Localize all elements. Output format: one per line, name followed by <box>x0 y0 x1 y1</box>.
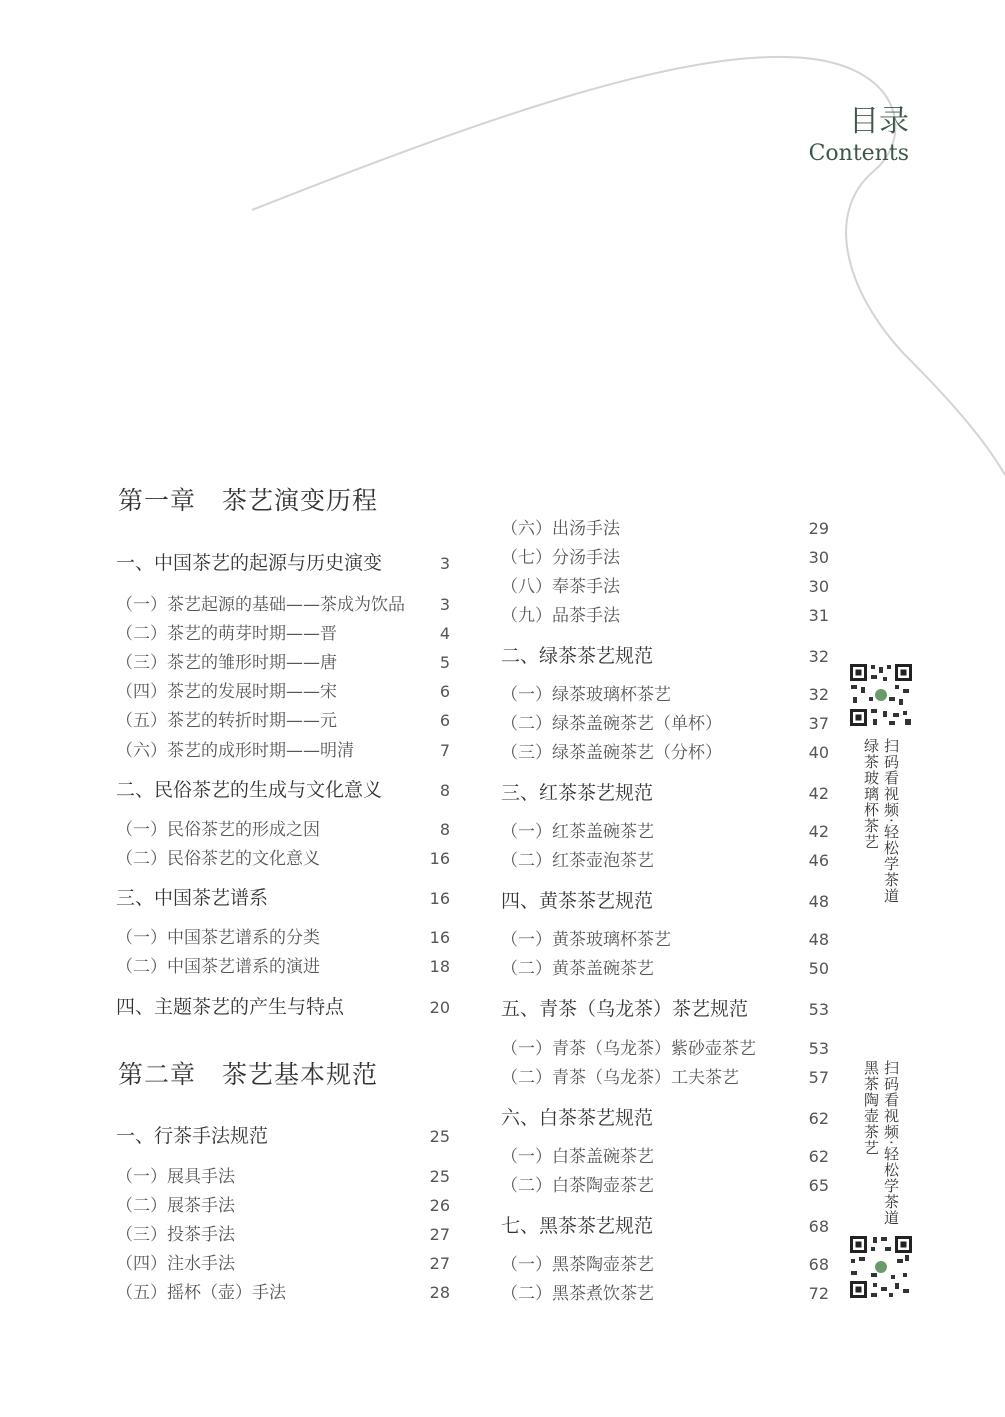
toc-entry-title: （二）茶艺的萌芽时期——晋 <box>116 624 337 644</box>
toc-subsection-row[interactable] <box>116 677 450 702</box>
toc-subsection-row[interactable] <box>501 572 829 597</box>
toc-subsection-row[interactable] <box>501 954 829 979</box>
toc-section-row[interactable] <box>501 1211 829 1238</box>
toc-subsection-row[interactable] <box>501 1063 829 1088</box>
toc-entry-page: 57 <box>808 1068 829 1087</box>
toc-subsection-row[interactable] <box>501 1279 829 1304</box>
toc-subsection-row[interactable] <box>116 619 450 644</box>
toc-entry-title: （三）茶艺的雏形时期——唐 <box>116 653 337 673</box>
toc-entry-title: （八）奉茶手法 <box>501 577 620 597</box>
toc-entry-title: （二）青茶（乌龙茶）工夫茶艺 <box>501 1068 739 1088</box>
toc-subsection-row[interactable] <box>116 923 450 948</box>
toc-section-row[interactable] <box>116 548 450 575</box>
toc-entry-page: 25 <box>429 1167 450 1186</box>
toc-subsection-row[interactable] <box>116 1278 450 1303</box>
toc-subsection-row[interactable] <box>116 1220 450 1245</box>
toc-subsection-row[interactable] <box>116 590 450 615</box>
toc-section-row[interactable] <box>116 1121 450 1148</box>
toc-entry-page: 20 <box>429 998 450 1017</box>
toc-subsection-row[interactable] <box>501 1171 829 1196</box>
toc-entry-title: 六、白茶茶艺规范 <box>501 1107 654 1129</box>
toc-entry-page: 3 <box>439 554 450 573</box>
toc-entry-page: 7 <box>439 741 450 760</box>
toc-entry-page: 32 <box>808 685 829 704</box>
toc-entry-title: （二）红茶壶泡茶艺 <box>501 851 654 871</box>
qr-icon <box>849 1235 913 1299</box>
toc-entry-title: （二）绿茶盖碗茶艺（单杯） <box>501 714 722 734</box>
toc-entry-page: 18 <box>429 957 450 976</box>
toc-entry-title: 二、民俗茶艺的生成与文化意义 <box>116 779 383 801</box>
qr-caption-line2: 绿茶玻璃杯茶艺 <box>862 738 880 850</box>
toc-entry-page: 27 <box>429 1225 450 1244</box>
toc-entry-page: 30 <box>808 548 829 567</box>
toc-entry-title: （二）民俗茶艺的文化意义 <box>116 849 320 869</box>
toc-section-row[interactable] <box>116 883 450 910</box>
toc-subsection-row[interactable] <box>501 1250 829 1275</box>
toc-entry-title: （六）出汤手法 <box>501 519 620 539</box>
toc-entry-page: 8 <box>439 781 450 800</box>
qr-caption-green-tea <box>861 738 901 904</box>
toc-entry-page: 28 <box>429 1283 450 1302</box>
toc-entry-page: 25 <box>429 1127 450 1146</box>
toc-entry-title: 三、中国茶艺谱系 <box>116 887 269 909</box>
toc-section-row[interactable] <box>501 994 829 1021</box>
toc-entry-page: 42 <box>808 822 829 841</box>
toc-header <box>809 104 909 168</box>
qr-icon <box>849 663 913 727</box>
toc-section-row[interactable] <box>501 886 829 913</box>
toc-entry-title: 五、青茶（乌龙茶）茶艺规范 <box>501 998 749 1020</box>
toc-title: 目录 <box>849 104 909 139</box>
toc-entry-page: 8 <box>439 820 450 839</box>
toc-entry-title: （一）黄茶玻璃杯茶艺 <box>501 930 671 950</box>
toc-entry-title: （七）分汤手法 <box>501 548 620 568</box>
toc-entry-page: 46 <box>808 851 829 870</box>
toc-entry-page: 62 <box>808 1109 829 1128</box>
toc-entry-title: （四）注水手法 <box>116 1254 235 1274</box>
toc-entry-title: （一）白茶盖碗茶艺 <box>501 1147 654 1167</box>
toc-entry-title: （二）黄茶盖碗茶艺 <box>501 959 654 979</box>
toc-subsection-row[interactable] <box>501 543 829 568</box>
toc-subsection-row[interactable] <box>116 648 450 673</box>
qr-caption-line1: 扫码看视频·轻松学茶道 <box>882 738 900 904</box>
toc-entry-title: （一）绿茶玻璃杯茶艺 <box>501 685 671 705</box>
toc-entry-title: （九）品茶手法 <box>501 606 620 626</box>
toc-entry-title: （三）投茶手法 <box>116 1225 235 1245</box>
toc-entry-title: 一、行茶手法规范 <box>116 1125 269 1147</box>
toc-entry-page: 30 <box>808 577 829 596</box>
toc-subsection-row[interactable] <box>116 1249 450 1274</box>
qr-caption-line1: 扫码看视频·轻松学茶道 <box>882 1060 900 1226</box>
toc-subsection-row[interactable] <box>116 736 450 761</box>
toc-entry-title: （三）绿茶盖碗茶艺（分杯） <box>501 743 722 763</box>
toc-entry-page: 5 <box>439 653 450 672</box>
toc-entry-title: 七、黑茶茶艺规范 <box>501 1215 654 1237</box>
toc-subsection-row[interactable] <box>501 514 829 539</box>
toc-subsection-row[interactable] <box>116 1191 450 1216</box>
toc-entry-page: 6 <box>439 711 450 730</box>
toc-subsection-row[interactable] <box>116 844 450 869</box>
toc-subsection-row[interactable] <box>501 738 829 763</box>
toc-subsection-row[interactable] <box>501 601 829 626</box>
chapter-2-title: 第二章 茶艺基本规范 <box>118 1060 379 1089</box>
toc-subsection-row[interactable] <box>501 925 829 950</box>
toc-entry-title: （一）青茶（乌龙茶）紫砂壶茶艺 <box>501 1039 756 1059</box>
toc-subsection-row[interactable] <box>116 815 450 840</box>
toc-entry-title: （一）黑茶陶壶茶艺 <box>501 1255 654 1275</box>
toc-entry-title: 二、绿茶茶艺规范 <box>501 645 654 667</box>
qr-caption-line2: 黑茶陶壶茶艺 <box>862 1060 880 1156</box>
toc-subsection-row[interactable] <box>501 846 829 871</box>
toc-entry-page: 26 <box>429 1196 450 1215</box>
toc-entry-title: （五）摇杯（壶）手法 <box>116 1283 286 1303</box>
chapter-1-title: 第一章 茶艺演变历程 <box>118 486 379 515</box>
toc-subsection-row[interactable] <box>501 680 829 705</box>
qr-code-green-tea <box>849 663 913 727</box>
toc-entry-page: 27 <box>429 1254 450 1273</box>
toc-entry-page: 65 <box>808 1176 829 1195</box>
toc-entry-title: 四、主题茶艺的产生与特点 <box>116 996 345 1018</box>
toc-entry-title: （五）茶艺的转折时期——元 <box>116 711 337 731</box>
qr-caption-dark-tea <box>861 1060 901 1226</box>
toc-entry-title: （六）茶艺的成形时期——明清 <box>116 741 354 761</box>
toc-entry-page: 53 <box>808 1000 829 1019</box>
toc-entry-page: 40 <box>808 743 829 762</box>
toc-entry-title: （二）白茶陶壶茶艺 <box>501 1176 654 1196</box>
toc-entry-title: 四、黄茶茶艺规范 <box>501 890 654 912</box>
toc-section-row[interactable] <box>501 778 829 805</box>
qr-code-dark-tea <box>849 1235 913 1299</box>
toc-subsection-row[interactable] <box>501 709 829 734</box>
toc-entry-page: 16 <box>429 889 450 908</box>
toc-entry-title: （一）中国茶艺谱系的分类 <box>116 928 320 948</box>
toc-section-row[interactable] <box>501 641 829 668</box>
toc-entry-page: 68 <box>808 1217 829 1236</box>
toc-entry-page: 72 <box>808 1284 829 1303</box>
toc-subsection-row[interactable] <box>501 1034 829 1059</box>
toc-entry-page: 48 <box>808 892 829 911</box>
toc-subsection-row[interactable] <box>116 1162 450 1187</box>
toc-entry-page: 16 <box>429 928 450 947</box>
toc-entry-page: 62 <box>808 1147 829 1166</box>
toc-entry-page: 4 <box>439 624 450 643</box>
toc-subsection-row[interactable] <box>116 952 450 977</box>
toc-entry-page: 37 <box>808 714 829 733</box>
toc-subsection-row[interactable] <box>501 1142 829 1167</box>
toc-subtitle: Contents <box>808 141 909 166</box>
toc-section-row[interactable] <box>501 1103 829 1130</box>
toc-subsection-row[interactable] <box>116 706 450 731</box>
toc-entry-title: （二）展茶手法 <box>116 1196 235 1216</box>
toc-entry-page: 32 <box>808 647 829 666</box>
toc-entry-title: （一）红茶盖碗茶艺 <box>501 822 654 842</box>
toc-subsection-row[interactable] <box>501 817 829 842</box>
toc-entry-page: 31 <box>808 606 829 625</box>
toc-entry-page: 3 <box>439 595 450 614</box>
toc-entry-page: 68 <box>808 1255 829 1274</box>
toc-entry-page: 50 <box>808 959 829 978</box>
toc-entry-page: 16 <box>429 849 450 868</box>
toc-entry-title: （一）茶艺起源的基础——茶成为饮品 <box>116 595 405 615</box>
toc-entry-title: （二）中国茶艺谱系的演进 <box>116 957 320 977</box>
toc-entry-title: （一）展具手法 <box>116 1167 235 1187</box>
toc-section-row[interactable] <box>116 992 450 1019</box>
toc-section-row[interactable] <box>116 775 450 802</box>
toc-entry-page: 53 <box>808 1039 829 1058</box>
toc-entry-title: 三、红茶茶艺规范 <box>501 782 654 804</box>
toc-entry-title: 一、中国茶艺的起源与历史演变 <box>116 552 383 574</box>
toc-entry-page: 6 <box>439 682 450 701</box>
toc-entry-title: （一）民俗茶艺的形成之因 <box>116 820 320 840</box>
toc-entry-title: （二）黑茶煮饮茶艺 <box>501 1284 654 1304</box>
toc-entry-page: 29 <box>808 519 829 538</box>
toc-entry-page: 48 <box>808 930 829 949</box>
toc-entry-title: （四）茶艺的发展时期——宋 <box>116 682 337 702</box>
toc-entry-page: 42 <box>808 784 829 803</box>
